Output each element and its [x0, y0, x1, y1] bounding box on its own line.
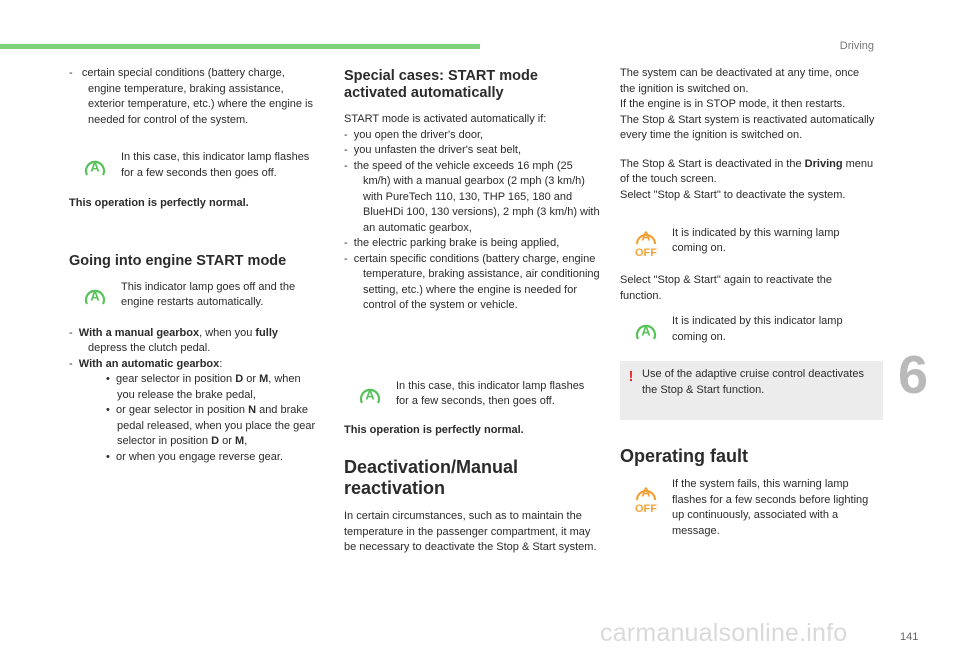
list-item: - the electric parking brake is being applied, [344, 237, 560, 249]
normal-operation-note: This operation is perfectly normal. [69, 197, 249, 209]
flash-lamp-row [69, 150, 319, 181]
flash-lamp-row [344, 379, 600, 410]
warning-lamp-text: It is indicated by this warning lamp coming on. [672, 226, 840, 254]
flash-lamp-text: In this case, this indicator lamp flashes for a few seconds, then goes off. [396, 379, 585, 407]
svg-text:OFF: OFF [635, 247, 657, 258]
cruise-control-warning-text: Use of the adaptive cruise control deactivates the Stop & Start function. [642, 368, 864, 396]
auto-reactivation-text: The Stop & Start system is reactivated automatically every time the ignition is switched on. [620, 113, 875, 141]
stop-mode-restart-text: If the engine is in STOP mode, it then restarts. [620, 98, 846, 110]
svg-text:OFF: OFF [635, 503, 657, 514]
svg-text:A: A [641, 228, 651, 244]
list-item: - With an automatic gearbox: • gear selector in position D or M, when you release the brake pedal, • or gear selector in position N and brake pedal released, when you place the gear selector in position D or M, • or when you engage reverse gear. [69, 357, 319, 466]
watermark: carmanualsonline.info [600, 619, 848, 647]
cruise-control-warning-box [620, 361, 883, 420]
list-item: • or gear selector in position N and brake pedal released, when you place the gear selector in position D or M, [106, 404, 316, 447]
heading-operating-fault: Operating fault [620, 446, 749, 466]
auto-stop-start-icon [620, 319, 672, 341]
svg-text:A: A [641, 323, 651, 338]
deactivation-menu-text: The Stop & Start is deactivated in the Driving menu of the touch screen. [620, 157, 874, 185]
column-2 [344, 66, 600, 556]
warning-exclamation-icon: ! [628, 368, 634, 385]
list-item: - you unfasten the driver's seat belt, [344, 144, 521, 156]
fault-lamp-row [620, 477, 876, 539]
intro-item: - certain special conditions (battery charge, engine temperature, braking assistance, exterior temperature, etc.) where the engine is needed for control of the system. [69, 67, 314, 126]
indicator-lamp-text: It is indicated by this indicator lamp coming on. [672, 315, 843, 343]
list-item: • gear selector in position D or M, when you release the brake pedal, [106, 373, 301, 401]
warning-lamp-row [620, 224, 876, 258]
deactivate-anytime-text: The system can be deactivated at any time, once the ignition is switched on. [620, 67, 860, 95]
auto-stop-start-icon [69, 284, 121, 306]
list-item: - the speed of the vehicle exceeds 16 mph (25 km/h) with a manual gearbox (2 mph (3 km/h) with PureTech 110, 130, THP 165, 180 and BlueHDi 100, 130 versions), 2 mph (3 km/h) with an automatic gearbox, [344, 159, 600, 234]
svg-text:A: A [641, 484, 651, 500]
special-cases-intro: START mode is activated automatically if: [344, 113, 547, 125]
svg-text:A: A [90, 159, 100, 174]
lamp-off-row [69, 280, 319, 311]
select-reactivate-text: Select "Stop & Start" again to reactivate the function. [620, 274, 833, 302]
column-1 [69, 66, 319, 465]
select-deactivate-text: Select "Stop & Start" to deactivate the system. [620, 188, 846, 201]
auto-stop-start-icon [344, 383, 396, 405]
chapter-tab-number: 6 [898, 345, 929, 405]
fault-lamp-text: If the system fails, this warning lamp flashes for a few seconds before lighting up continuously, associated with a message. [672, 478, 869, 537]
page-number: 141 [900, 631, 919, 643]
list-item: - certain specific conditions (battery charge, engine temperature, braking assistance, air conditioning setting, etc.) where the engine is needed for control of the system or vehicle. [344, 252, 600, 311]
list-item: - With a manual gearbox, when you fully depress the clutch pedal. [69, 326, 278, 354]
top-accent-bar [0, 44, 480, 49]
list-item: - you open the driver's door, [344, 128, 484, 141]
auto-stop-start-off-icon [620, 224, 672, 258]
auto-stop-start-off-icon [620, 477, 672, 514]
heading-start-mode: Going into engine START mode [69, 252, 287, 269]
section-title: Driving [839, 40, 874, 52]
heading-special-cases: Special cases: START mode activated automatically [344, 68, 538, 101]
deactivation-paragraph: In certain circumstances, such as to maintain the temperature in the passenger compartment, it may be necessary to deactivate the Stop & Start system. [344, 510, 597, 553]
special-cases-list [344, 128, 600, 314]
gearbox-list [69, 326, 319, 466]
list-item: • or when you engage reverse gear. [106, 450, 283, 463]
svg-text:A: A [90, 288, 100, 304]
column-3 [620, 66, 876, 539]
indicator-lamp-row [620, 314, 876, 345]
heading-deactivation: Deactivation/Manual reactivation [344, 457, 519, 498]
automatic-sub-list [88, 372, 319, 465]
auto-stop-start-icon [69, 155, 121, 177]
normal-operation-note: This operation is perfectly normal. [344, 423, 524, 436]
lamp-off-text: This indicator lamp goes off and the engine restarts automatically. [121, 280, 296, 308]
svg-text:A: A [365, 387, 375, 403]
flash-lamp-text: In this case, this indicator lamp flashes for a few seconds then goes off. [121, 151, 310, 179]
